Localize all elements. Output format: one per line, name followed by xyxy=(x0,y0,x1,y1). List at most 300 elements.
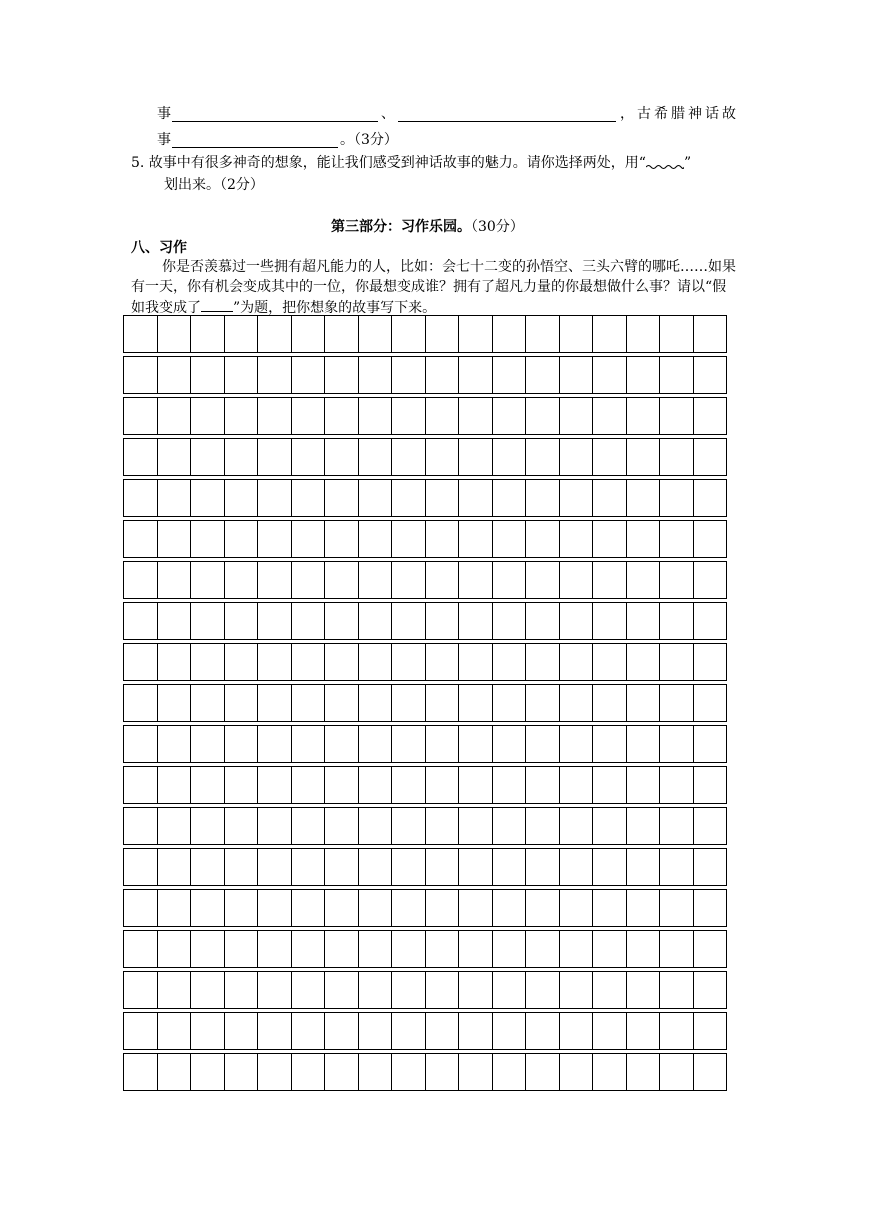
grid-cell[interactable] xyxy=(492,1012,527,1050)
grid-cell[interactable] xyxy=(659,1053,694,1091)
grid-cell[interactable] xyxy=(358,848,393,886)
grid-cell[interactable] xyxy=(157,1053,192,1091)
grid-cell[interactable] xyxy=(157,684,192,722)
grid-cell[interactable] xyxy=(123,397,158,435)
grid-cell[interactable] xyxy=(592,889,627,927)
grid-cell[interactable] xyxy=(525,684,560,722)
grid-cell[interactable] xyxy=(592,438,627,476)
grid-cell[interactable] xyxy=(458,479,493,517)
grid-cell[interactable] xyxy=(425,848,460,886)
grid-cell[interactable] xyxy=(693,561,728,599)
grid-cell[interactable] xyxy=(123,971,158,1009)
grid-cell[interactable] xyxy=(592,315,627,353)
grid-cell[interactable] xyxy=(257,807,292,845)
grid-cell[interactable] xyxy=(291,889,326,927)
grid-cell[interactable] xyxy=(458,930,493,968)
grid-cell[interactable] xyxy=(659,766,694,804)
grid-cell[interactable] xyxy=(324,1053,359,1091)
grid-cell[interactable] xyxy=(157,520,192,558)
grid-cell[interactable] xyxy=(358,684,393,722)
grid-cell[interactable] xyxy=(257,561,292,599)
grid-cell[interactable] xyxy=(257,315,292,353)
grid-cell[interactable] xyxy=(693,807,728,845)
grid-cell[interactable] xyxy=(626,889,661,927)
grid-cell[interactable] xyxy=(190,397,225,435)
grid-cell[interactable] xyxy=(492,643,527,681)
grid-cell[interactable] xyxy=(626,397,661,435)
grid-cell[interactable] xyxy=(492,971,527,1009)
grid-cell[interactable] xyxy=(693,438,728,476)
grid-cell[interactable] xyxy=(425,397,460,435)
grid-cell[interactable] xyxy=(626,1012,661,1050)
grid-cell[interactable] xyxy=(626,930,661,968)
grid-cell[interactable] xyxy=(525,766,560,804)
grid-cell[interactable] xyxy=(693,520,728,558)
grid-cell[interactable] xyxy=(626,520,661,558)
grid-cell[interactable] xyxy=(626,766,661,804)
grid-cell[interactable] xyxy=(693,479,728,517)
grid-cell[interactable] xyxy=(458,315,493,353)
grid-cell[interactable] xyxy=(626,848,661,886)
grid-cell[interactable] xyxy=(425,520,460,558)
grid-cell[interactable] xyxy=(358,766,393,804)
grid-cell[interactable] xyxy=(224,643,259,681)
grid-cell[interactable] xyxy=(693,1053,728,1091)
grid-cell[interactable] xyxy=(358,602,393,640)
grid-cell[interactable] xyxy=(492,602,527,640)
grid-cell[interactable] xyxy=(525,930,560,968)
grid-cell[interactable] xyxy=(157,807,192,845)
grid-cell[interactable] xyxy=(391,971,426,1009)
grid-cell[interactable] xyxy=(559,315,594,353)
grid-cell[interactable] xyxy=(123,643,158,681)
grid-cell[interactable] xyxy=(458,438,493,476)
grid-cell[interactable] xyxy=(190,602,225,640)
grid-cell[interactable] xyxy=(425,438,460,476)
grid-cell[interactable] xyxy=(157,766,192,804)
grid-cell[interactable] xyxy=(458,807,493,845)
grid-cell[interactable] xyxy=(592,479,627,517)
grid-cell[interactable] xyxy=(391,479,426,517)
grid-cell[interactable] xyxy=(693,971,728,1009)
grid-cell[interactable] xyxy=(659,684,694,722)
grid-cell[interactable] xyxy=(123,1012,158,1050)
grid-cell[interactable] xyxy=(626,1053,661,1091)
grid-cell[interactable] xyxy=(190,520,225,558)
grid-cell[interactable] xyxy=(291,561,326,599)
grid-cell[interactable] xyxy=(425,561,460,599)
grid-cell[interactable] xyxy=(358,643,393,681)
grid-cell[interactable] xyxy=(659,889,694,927)
grid-cell[interactable] xyxy=(291,643,326,681)
grid-cell[interactable] xyxy=(324,561,359,599)
grid-cell[interactable] xyxy=(224,889,259,927)
grid-cell[interactable] xyxy=(190,643,225,681)
grid-cell[interactable] xyxy=(458,643,493,681)
grid-cell[interactable] xyxy=(257,930,292,968)
title-blank[interactable] xyxy=(201,297,233,312)
grid-cell[interactable] xyxy=(224,479,259,517)
grid-cell[interactable] xyxy=(291,438,326,476)
grid-cell[interactable] xyxy=(324,684,359,722)
grid-cell[interactable] xyxy=(492,397,527,435)
grid-cell[interactable] xyxy=(559,356,594,394)
grid-cell[interactable] xyxy=(425,1053,460,1091)
grid-cell[interactable] xyxy=(659,807,694,845)
grid-cell[interactable] xyxy=(626,479,661,517)
grid-cell[interactable] xyxy=(592,397,627,435)
grid-cell[interactable] xyxy=(626,356,661,394)
grid-cell[interactable] xyxy=(559,643,594,681)
grid-cell[interactable] xyxy=(559,520,594,558)
grid-cell[interactable] xyxy=(659,315,694,353)
grid-cell[interactable] xyxy=(291,397,326,435)
grid-cell[interactable] xyxy=(458,397,493,435)
grid-cell[interactable] xyxy=(190,766,225,804)
grid-cell[interactable] xyxy=(458,1012,493,1050)
grid-cell[interactable] xyxy=(157,561,192,599)
grid-cell[interactable] xyxy=(659,602,694,640)
grid-cell[interactable] xyxy=(458,766,493,804)
grid-cell[interactable] xyxy=(123,1053,158,1091)
grid-cell[interactable] xyxy=(592,930,627,968)
grid-cell[interactable] xyxy=(324,725,359,763)
grid-cell[interactable] xyxy=(592,971,627,1009)
grid-cell[interactable] xyxy=(224,766,259,804)
grid-cell[interactable] xyxy=(458,889,493,927)
grid-cell[interactable] xyxy=(626,725,661,763)
grid-cell[interactable] xyxy=(425,356,460,394)
grid-cell[interactable] xyxy=(224,602,259,640)
grid-cell[interactable] xyxy=(559,561,594,599)
grid-cell[interactable] xyxy=(291,725,326,763)
grid-cell[interactable] xyxy=(157,889,192,927)
grid-cell[interactable] xyxy=(358,520,393,558)
grid-cell[interactable] xyxy=(693,1012,728,1050)
grid-cell[interactable] xyxy=(592,684,627,722)
grid-cell[interactable] xyxy=(291,766,326,804)
grid-cell[interactable] xyxy=(693,889,728,927)
grid-cell[interactable] xyxy=(123,479,158,517)
grid-cell[interactable] xyxy=(559,397,594,435)
grid-cell[interactable] xyxy=(626,643,661,681)
grid-cell[interactable] xyxy=(224,930,259,968)
grid-cell[interactable] xyxy=(257,520,292,558)
grid-cell[interactable] xyxy=(659,971,694,1009)
grid-cell[interactable] xyxy=(324,889,359,927)
grid-cell[interactable] xyxy=(224,971,259,1009)
grid-cell[interactable] xyxy=(425,930,460,968)
grid-cell[interactable] xyxy=(425,602,460,640)
grid-cell[interactable] xyxy=(391,1053,426,1091)
grid-cell[interactable] xyxy=(492,889,527,927)
grid-cell[interactable] xyxy=(693,725,728,763)
grid-cell[interactable] xyxy=(190,930,225,968)
grid-cell[interactable] xyxy=(391,848,426,886)
grid-cell[interactable] xyxy=(190,315,225,353)
grid-cell[interactable] xyxy=(592,561,627,599)
grid-cell[interactable] xyxy=(324,602,359,640)
grid-cell[interactable] xyxy=(458,971,493,1009)
grid-cell[interactable] xyxy=(559,684,594,722)
grid-cell[interactable] xyxy=(559,602,594,640)
grid-cell[interactable] xyxy=(358,438,393,476)
grid-cell[interactable] xyxy=(324,766,359,804)
grid-cell[interactable] xyxy=(425,807,460,845)
grid-cell[interactable] xyxy=(324,930,359,968)
grid-cell[interactable] xyxy=(123,315,158,353)
grid-cell[interactable] xyxy=(358,971,393,1009)
grid-cell[interactable] xyxy=(224,1053,259,1091)
grid-cell[interactable] xyxy=(324,848,359,886)
grid-cell[interactable] xyxy=(157,397,192,435)
grid-cell[interactable] xyxy=(559,438,594,476)
grid-cell[interactable] xyxy=(525,602,560,640)
grid-cell[interactable] xyxy=(559,807,594,845)
grid-cell[interactable] xyxy=(257,889,292,927)
grid-cell[interactable] xyxy=(592,807,627,845)
grid-cell[interactable] xyxy=(659,930,694,968)
grid-cell[interactable] xyxy=(291,848,326,886)
grid-cell[interactable] xyxy=(324,1012,359,1050)
grid-cell[interactable] xyxy=(257,766,292,804)
grid-cell[interactable] xyxy=(123,766,158,804)
grid-cell[interactable] xyxy=(291,520,326,558)
grid-cell[interactable] xyxy=(559,889,594,927)
grid-cell[interactable] xyxy=(324,520,359,558)
grid-cell[interactable] xyxy=(257,602,292,640)
grid-cell[interactable] xyxy=(525,1053,560,1091)
grid-cell[interactable] xyxy=(224,315,259,353)
grid-cell[interactable] xyxy=(324,807,359,845)
grid-cell[interactable] xyxy=(391,1012,426,1050)
grid-cell[interactable] xyxy=(659,438,694,476)
grid-cell[interactable] xyxy=(291,684,326,722)
grid-cell[interactable] xyxy=(224,520,259,558)
answer-blank-2[interactable] xyxy=(398,121,616,122)
grid-cell[interactable] xyxy=(559,930,594,968)
grid-cell[interactable] xyxy=(391,643,426,681)
grid-cell[interactable] xyxy=(123,807,158,845)
grid-cell[interactable] xyxy=(190,807,225,845)
grid-cell[interactable] xyxy=(291,930,326,968)
grid-cell[interactable] xyxy=(592,1012,627,1050)
grid-cell[interactable] xyxy=(123,356,158,394)
grid-cell[interactable] xyxy=(190,889,225,927)
grid-cell[interactable] xyxy=(458,520,493,558)
grid-cell[interactable] xyxy=(391,930,426,968)
grid-cell[interactable] xyxy=(626,971,661,1009)
grid-cell[interactable] xyxy=(458,356,493,394)
grid-cell[interactable] xyxy=(190,438,225,476)
grid-cell[interactable] xyxy=(492,315,527,353)
grid-cell[interactable] xyxy=(358,315,393,353)
grid-cell[interactable] xyxy=(123,561,158,599)
grid-cell[interactable] xyxy=(324,315,359,353)
grid-cell[interactable] xyxy=(324,438,359,476)
grid-cell[interactable] xyxy=(123,438,158,476)
grid-cell[interactable] xyxy=(693,602,728,640)
grid-cell[interactable] xyxy=(525,356,560,394)
grid-cell[interactable] xyxy=(525,397,560,435)
grid-cell[interactable] xyxy=(291,602,326,640)
grid-cell[interactable] xyxy=(525,315,560,353)
grid-cell[interactable] xyxy=(123,848,158,886)
grid-cell[interactable] xyxy=(123,602,158,640)
grid-cell[interactable] xyxy=(224,848,259,886)
grid-cell[interactable] xyxy=(693,684,728,722)
grid-cell[interactable] xyxy=(626,684,661,722)
grid-cell[interactable] xyxy=(659,561,694,599)
grid-cell[interactable] xyxy=(559,971,594,1009)
grid-cell[interactable] xyxy=(425,889,460,927)
grid-cell[interactable] xyxy=(492,725,527,763)
grid-cell[interactable] xyxy=(157,438,192,476)
answer-blank-1[interactable] xyxy=(172,121,378,122)
grid-cell[interactable] xyxy=(224,438,259,476)
grid-cell[interactable] xyxy=(358,479,393,517)
grid-cell[interactable] xyxy=(190,848,225,886)
grid-cell[interactable] xyxy=(492,930,527,968)
grid-cell[interactable] xyxy=(626,438,661,476)
grid-cell[interactable] xyxy=(224,561,259,599)
grid-cell[interactable] xyxy=(324,643,359,681)
grid-cell[interactable] xyxy=(559,1012,594,1050)
grid-cell[interactable] xyxy=(391,397,426,435)
grid-cell[interactable] xyxy=(525,848,560,886)
grid-cell[interactable] xyxy=(123,520,158,558)
grid-cell[interactable] xyxy=(659,725,694,763)
grid-cell[interactable] xyxy=(458,1053,493,1091)
grid-cell[interactable] xyxy=(659,643,694,681)
grid-cell[interactable] xyxy=(157,479,192,517)
grid-cell[interactable] xyxy=(659,848,694,886)
grid-cell[interactable] xyxy=(525,438,560,476)
grid-cell[interactable] xyxy=(559,848,594,886)
grid-cell[interactable] xyxy=(291,807,326,845)
grid-cell[interactable] xyxy=(391,889,426,927)
grid-cell[interactable] xyxy=(391,684,426,722)
grid-cell[interactable] xyxy=(592,643,627,681)
grid-cell[interactable] xyxy=(592,766,627,804)
grid-cell[interactable] xyxy=(425,766,460,804)
grid-cell[interactable] xyxy=(257,397,292,435)
grid-cell[interactable] xyxy=(190,1012,225,1050)
grid-cell[interactable] xyxy=(291,1053,326,1091)
grid-cell[interactable] xyxy=(693,930,728,968)
answer-blank-3[interactable] xyxy=(172,147,338,148)
grid-cell[interactable] xyxy=(559,1053,594,1091)
grid-cell[interactable] xyxy=(224,1012,259,1050)
grid-cell[interactable] xyxy=(157,643,192,681)
grid-cell[interactable] xyxy=(257,356,292,394)
grid-cell[interactable] xyxy=(559,725,594,763)
grid-cell[interactable] xyxy=(291,356,326,394)
grid-cell[interactable] xyxy=(157,602,192,640)
grid-cell[interactable] xyxy=(190,684,225,722)
grid-cell[interactable] xyxy=(425,971,460,1009)
grid-cell[interactable] xyxy=(425,684,460,722)
grid-cell[interactable] xyxy=(525,889,560,927)
grid-cell[interactable] xyxy=(324,356,359,394)
grid-cell[interactable] xyxy=(157,356,192,394)
grid-cell[interactable] xyxy=(257,1012,292,1050)
grid-cell[interactable] xyxy=(358,1053,393,1091)
grid-cell[interactable] xyxy=(458,684,493,722)
grid-cell[interactable] xyxy=(224,356,259,394)
grid-cell[interactable] xyxy=(123,930,158,968)
grid-cell[interactable] xyxy=(190,725,225,763)
grid-cell[interactable] xyxy=(190,356,225,394)
grid-cell[interactable] xyxy=(391,602,426,640)
grid-cell[interactable] xyxy=(559,766,594,804)
grid-cell[interactable] xyxy=(358,356,393,394)
grid-cell[interactable] xyxy=(324,971,359,1009)
grid-cell[interactable] xyxy=(492,807,527,845)
grid-cell[interactable] xyxy=(492,684,527,722)
grid-cell[interactable] xyxy=(190,561,225,599)
grid-cell[interactable] xyxy=(492,561,527,599)
grid-cell[interactable] xyxy=(224,807,259,845)
grid-cell[interactable] xyxy=(659,1012,694,1050)
grid-cell[interactable] xyxy=(425,725,460,763)
grid-cell[interactable] xyxy=(257,438,292,476)
grid-cell[interactable] xyxy=(458,848,493,886)
grid-cell[interactable] xyxy=(257,1053,292,1091)
grid-cell[interactable] xyxy=(425,643,460,681)
grid-cell[interactable] xyxy=(358,930,393,968)
grid-cell[interactable] xyxy=(458,725,493,763)
grid-cell[interactable] xyxy=(123,889,158,927)
grid-cell[interactable] xyxy=(358,561,393,599)
grid-cell[interactable] xyxy=(525,807,560,845)
grid-cell[interactable] xyxy=(693,397,728,435)
grid-cell[interactable] xyxy=(492,766,527,804)
grid-cell[interactable] xyxy=(391,520,426,558)
grid-cell[interactable] xyxy=(157,315,192,353)
grid-cell[interactable] xyxy=(525,561,560,599)
grid-cell[interactable] xyxy=(358,889,393,927)
grid-cell[interactable] xyxy=(525,479,560,517)
grid-cell[interactable] xyxy=(458,561,493,599)
grid-cell[interactable] xyxy=(291,479,326,517)
grid-cell[interactable] xyxy=(626,807,661,845)
grid-cell[interactable] xyxy=(492,848,527,886)
grid-cell[interactable] xyxy=(358,725,393,763)
grid-cell[interactable] xyxy=(391,766,426,804)
grid-cell[interactable] xyxy=(291,315,326,353)
grid-cell[interactable] xyxy=(525,971,560,1009)
grid-cell[interactable] xyxy=(425,315,460,353)
grid-cell[interactable] xyxy=(224,397,259,435)
grid-cell[interactable] xyxy=(693,356,728,394)
grid-cell[interactable] xyxy=(157,930,192,968)
grid-cell[interactable] xyxy=(659,397,694,435)
grid-cell[interactable] xyxy=(391,438,426,476)
grid-cell[interactable] xyxy=(324,479,359,517)
grid-cell[interactable] xyxy=(257,479,292,517)
grid-cell[interactable] xyxy=(157,725,192,763)
grid-cell[interactable] xyxy=(592,848,627,886)
grid-cell[interactable] xyxy=(693,848,728,886)
grid-cell[interactable] xyxy=(425,479,460,517)
grid-cell[interactable] xyxy=(358,1012,393,1050)
grid-cell[interactable] xyxy=(291,1012,326,1050)
grid-cell[interactable] xyxy=(257,643,292,681)
grid-cell[interactable] xyxy=(525,520,560,558)
grid-cell[interactable] xyxy=(123,684,158,722)
grid-cell[interactable] xyxy=(626,602,661,640)
